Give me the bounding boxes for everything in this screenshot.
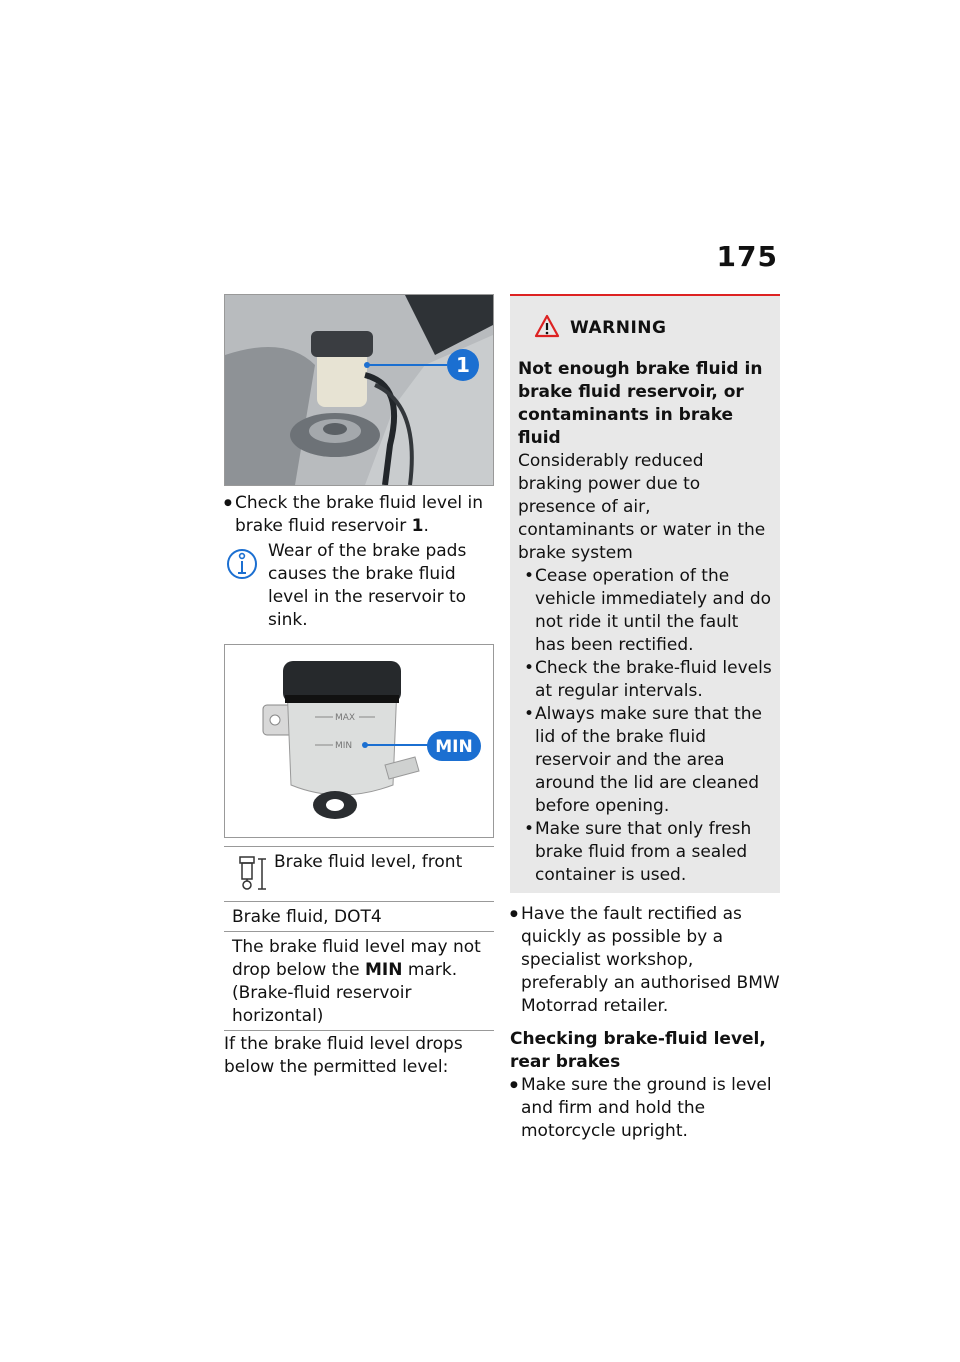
figure1-callout: 1: [456, 353, 470, 377]
max-mark: MAX: [335, 713, 356, 723]
page-number: 175: [716, 240, 778, 273]
ground-level-instruction: ● Make sure the ground is level and firm and hold the motorcycle upright.: [510, 1074, 780, 1143]
check-level-instruction: ● Check the brake fluid level in brake fluid reservoir 1.: [224, 492, 494, 538]
fluid-level-icon: [238, 855, 268, 900]
warning-item: • Check the brake-fluid levels at regular intervals.: [518, 657, 772, 703]
warning-title: WARNING: [570, 318, 667, 338]
fault-rectify-instruction: ● Have the fault rectified as quickly as possible by a specialist workshop, preferably an authorised BMW Motorrad retailer.: [510, 903, 780, 1018]
figure-reservoir-min-mark: [224, 644, 494, 838]
figure2-callout: MIN: [435, 737, 473, 757]
right-column: [510, 294, 780, 1143]
below-permitted-level-text: If the brake fluid level drops below the permitted level:: [224, 1030, 494, 1079]
spec-fluid-type: Brake fluid, DOT4: [224, 902, 494, 932]
info-note: [224, 540, 494, 632]
section-heading-rear-brakes: Checking brake-fluid level, rear brakes: [510, 1029, 766, 1072]
warning-item: • Make sure that only fresh brake fluid from a sealed container is used.: [518, 818, 772, 887]
warning-box: [510, 294, 780, 893]
spec-description: The brake fluid level may not drop below the MIN mark. (Brake-fluid reservoir horizontal): [224, 932, 494, 1031]
min-mark: MIN: [335, 741, 353, 751]
figure-brake-reservoir-photo: [224, 294, 494, 486]
warning-item: • Always make sure that the lid of the brake fluid reservoir and the area around the lid are cleaned before opening.: [518, 703, 772, 818]
left-column: [224, 294, 494, 1079]
info-note-text: Wear of the brake pads causes the brake fluid level in the reservoir to sink.: [268, 541, 467, 630]
warning-item: • Cease operation of the vehicle immediately and do not ride it until the fault has been rectified.: [518, 565, 772, 657]
info-icon: [226, 544, 258, 587]
spec-title: Brake fluid level, front: [274, 852, 463, 872]
warning-icon: [534, 314, 560, 342]
brake-fluid-spec-table: [224, 846, 494, 1030]
warning-body: Considerably reduced braking power due to presence of air, contaminants or water in the brake system: [518, 451, 766, 563]
warning-heading: Not enough brake fluid in brake fluid reservoir, or contaminants in brake fluid: [518, 359, 763, 448]
